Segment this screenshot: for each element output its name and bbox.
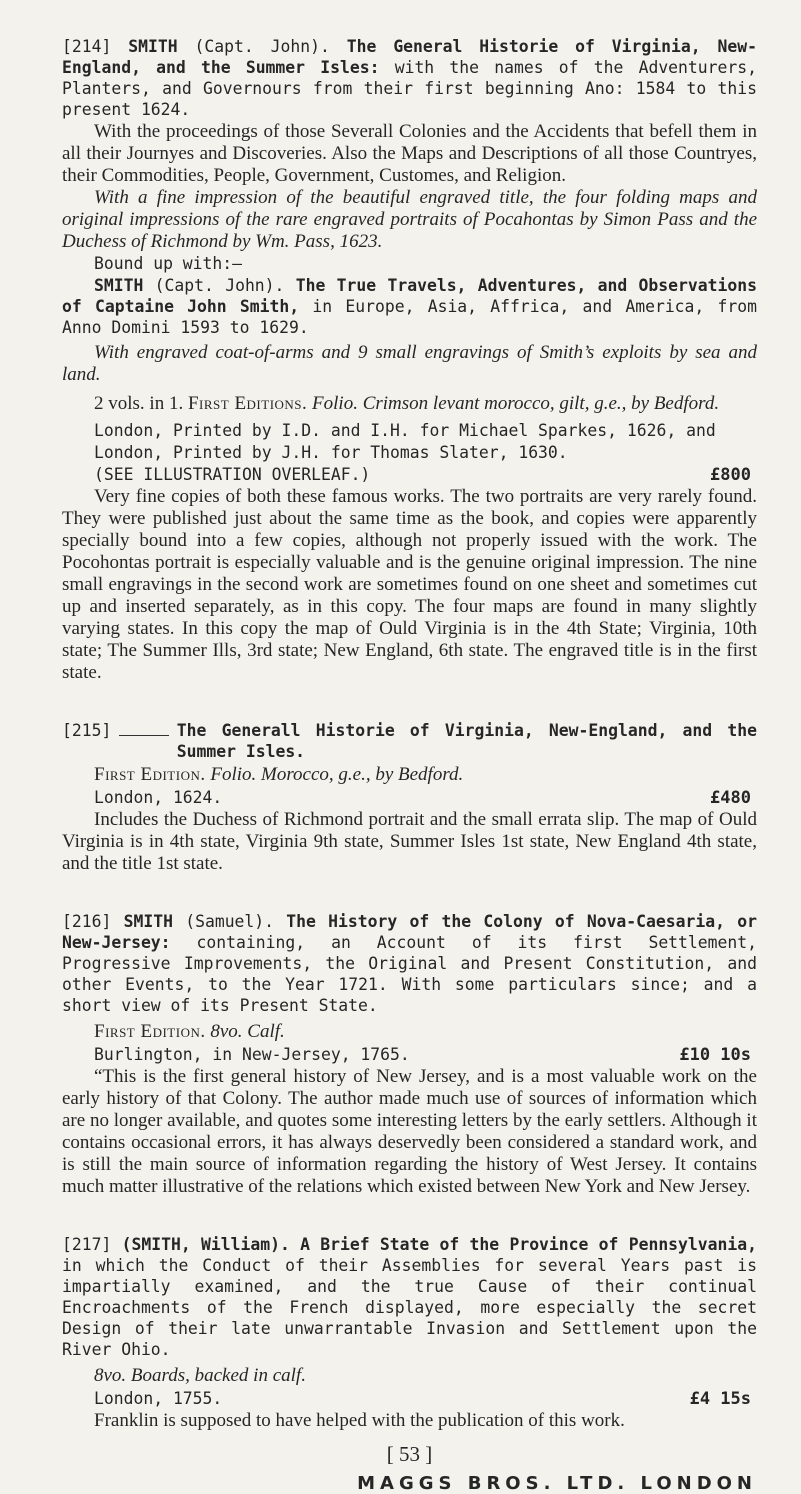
volumes: 2 vols. in 1. xyxy=(94,393,184,414)
bound-with: Bound up with:— xyxy=(94,254,243,273)
title: A Brief State of the Province of Pennsylvania, xyxy=(300,1235,757,1254)
title: The True Travels, Adventures, and Observations of Captaine John Smith, xyxy=(62,276,757,316)
price: £800 xyxy=(710,465,751,485)
entry-214 xyxy=(62,36,757,684)
price-row xyxy=(62,1044,757,1066)
entry-215-heading xyxy=(62,720,757,762)
price-row xyxy=(62,787,757,809)
binding: 8vo. Calf. xyxy=(210,1021,285,1042)
price-row xyxy=(62,464,757,486)
engraving-note-text: With a fine impression of the beautiful engraved title, the four folding maps and original impressions of the rare engraved portraits of Pocahontas by Simon Pass and the Duchess of Richmond by Wm. Pass, 1623. xyxy=(62,187,757,252)
author: SMITH xyxy=(128,37,178,56)
price: £4 15s xyxy=(689,1389,751,1409)
lot-number: [215] xyxy=(62,721,112,740)
imprint: London, Printed by I.D. and I.H. for Michael Sparkes, 1626, and London, Printed by J.H. for Thomas Slater, 1630. xyxy=(94,421,716,462)
lot-number: [214] xyxy=(62,37,112,56)
page-number: [ 53 ] xyxy=(386,1442,433,1466)
price: £10 10s xyxy=(679,1045,751,1065)
edition xyxy=(62,763,757,787)
binding: Folio. Crimson levant morocco, gilt, g.e., by Bedford. xyxy=(312,393,720,414)
note: Franklin is supposed to have helped with the publication of this work. xyxy=(94,1410,625,1431)
author: SMITH xyxy=(94,276,144,295)
see-illustration: (SEE ILLUSTRATION OVERLEAF.) xyxy=(94,465,371,484)
engraving-note-2 xyxy=(62,342,757,386)
note: “This is the first general history of New Jersey, and is a most valuable work on the early history of that Colony. The author made much use of sources of information which are no longer available, and quotes some interesting letters by the early settlers. Although it contains occasional errors, it has always deservedly been considered a standard work, and is still the main source of information regarding the history of West Jersey. It contains much matter illustrative of the relations which existed between New York and New Jersey. xyxy=(62,1066,757,1197)
author-detail: (Capt. John). xyxy=(194,37,330,56)
publisher-footer: MAGGS BROS. LTD. LONDON xyxy=(357,1473,757,1494)
price: £480 xyxy=(710,788,751,808)
author-detail: (Samuel). xyxy=(185,912,275,931)
imprint: London, 1624. xyxy=(94,788,223,807)
lot-number: [217] xyxy=(62,1235,112,1254)
engraving-note xyxy=(62,187,757,253)
lot-number: [216] xyxy=(62,912,112,931)
edition-label: First Edition. xyxy=(94,764,206,785)
edition xyxy=(62,1020,757,1044)
subtitle: containing, an Account of its first Settlement, Progressive Improvements, the Original and Present Constitution, and other Events, to the Year 1721. With some particulars since; and a short view of its Present State. xyxy=(62,933,757,1015)
imprint: Burlington, in New-Jersey, 1765. xyxy=(94,1045,410,1064)
entry-217-heading xyxy=(62,1234,757,1360)
subtitle: in Europe, Asia, Affrica, and America, from Anno Domini 1593 to 1629. xyxy=(62,297,758,337)
note: Very fine copies of both these famous works. The two portraits are very rarely found. They were published just about the same time as the book, and copies were apparently specially bound into a few copies, although not properly issued with the work. The Pocohontas portrait is especially valuable and is the genuine original impression. The nine small engravings in the second work are sometimes found on one sheet and sometimes cut up and inserted separately, as in this copy. The four maps are found in many slightly varying states. In this copy the map of Ould Virginia is in the 4th State; Virginia, 10th state; The Summer Ills, 3rd state; New England, 6th state. The engraved title is in the first state. xyxy=(62,486,757,683)
note: Includes the Duchess of Richmond portrait and the small errata slip. The map of Ould Virginia is in 4th state, Virginia 9th state, Summer Isles 1st state, New England 4th state, and the title 1st state. xyxy=(62,809,757,874)
edition xyxy=(62,1364,757,1388)
binding: 8vo. Boards, backed in calf. xyxy=(94,1365,306,1386)
description: With the proceedings of those Severall Colonies and the Accidents that befell them in all their Journyes and Discoveries. Also the Maps and Descriptions of all those Countryes, their Commodities, People, Government, Customes, and Religion. xyxy=(62,121,757,186)
title: The Generall Historie of Virginia, New-England, and the Summer Isles. xyxy=(176,721,757,761)
subtitle: with the names of the Adventurers, Planters, and Governours from their first beginning Ano: 1584 to this present 1624. xyxy=(62,58,757,119)
ditto-rule xyxy=(119,735,168,736)
binding: Folio. Morocco, g.e., by Bedford. xyxy=(210,764,464,785)
edition xyxy=(62,392,757,416)
entry-216-heading xyxy=(62,911,757,1016)
entry-214-heading xyxy=(62,36,757,120)
author-detail: (Capt. John). xyxy=(154,276,285,295)
edition-label: First Edition. xyxy=(94,1021,206,1042)
author: SMITH xyxy=(123,912,173,931)
price-row xyxy=(62,1388,757,1410)
subtitle: in which the Conduct of their Assemblies for several Years past is impartially examined, and the true Cause of their continual Encroachments of the French displayed, more especially the secret Design of their late unwarrantable Invasion and Settlement upon the River Ohio. xyxy=(62,1256,757,1359)
title: The General Historie of Virginia, New-England, and the Summer Isles: xyxy=(62,37,758,77)
edition-label: First Editions. xyxy=(187,393,308,414)
entry-214-heading-2 xyxy=(62,275,757,338)
title: The History of the Colony of Nova-Caesaria, or New-Jersey: xyxy=(62,912,757,952)
entry-217 xyxy=(62,1234,757,1432)
entry-215 xyxy=(62,720,757,875)
entry-216 xyxy=(62,911,757,1198)
engraving-note-2-text: With engraved coat-of-arms and 9 small engravings of Smith’s exploits by sea and land. xyxy=(62,342,757,385)
author: (SMITH, William). xyxy=(121,1235,290,1254)
imprint: London, 1755. xyxy=(94,1389,223,1408)
